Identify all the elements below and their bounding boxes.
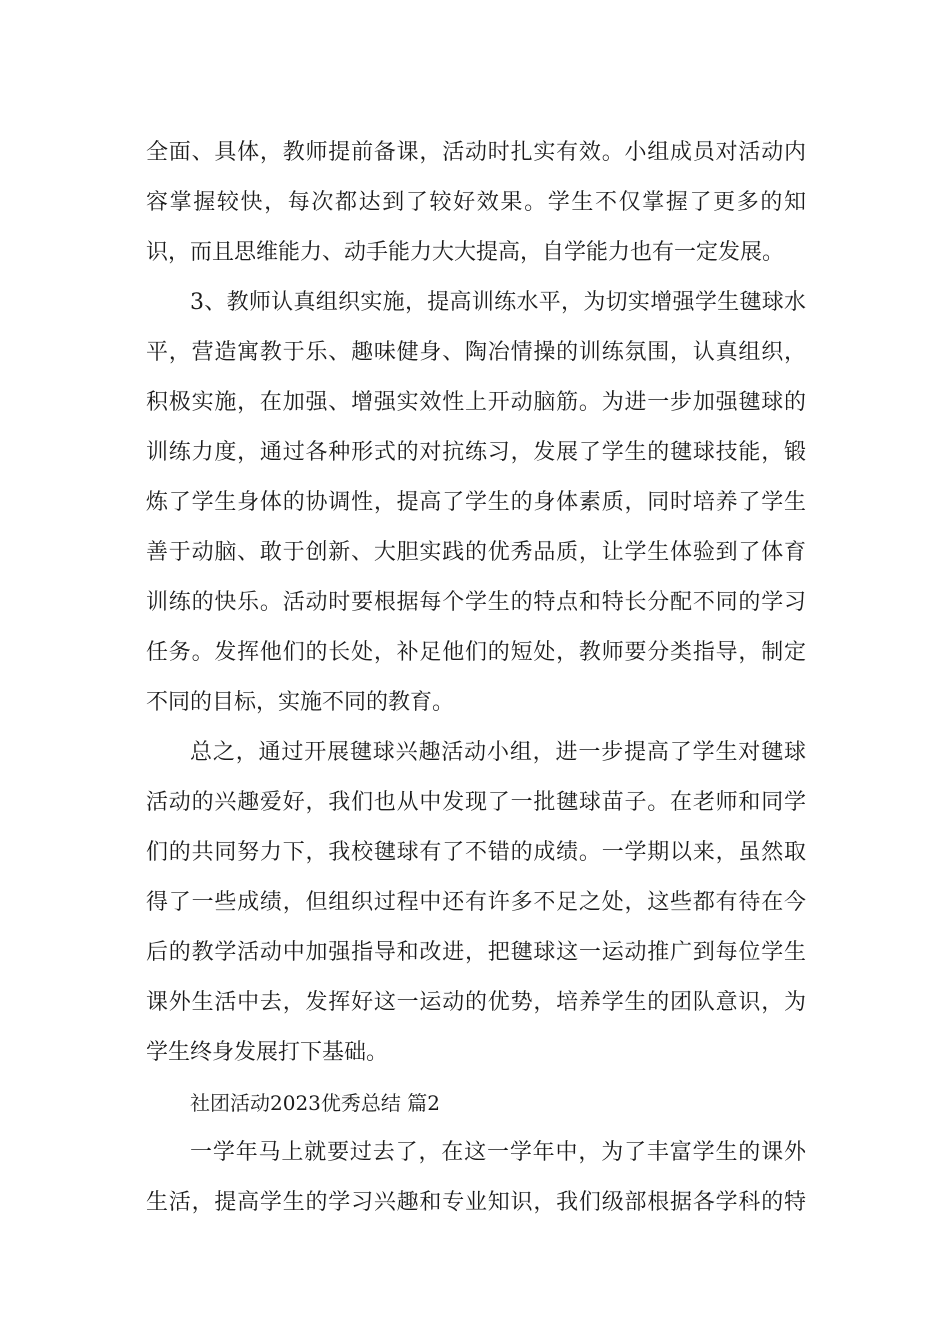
text-line: 训练的快乐。活动时要根据每个学生的特点和特长分配不同的学习 bbox=[146, 590, 806, 615]
section-heading: 社团活动2023优秀总结 篇2 bbox=[190, 1091, 440, 1115]
paragraph-2 bbox=[146, 278, 806, 728]
text-line: 活动的兴趣爱好，我们也从中发现了一批毽球苗子。在老师和同学 bbox=[146, 790, 806, 815]
text-line: 平，营造寓教于乐、趣味健身、陶冶情操的训练氛围，认真组织， bbox=[146, 340, 806, 365]
paragraph-4 bbox=[146, 1128, 806, 1228]
text-line: 课外生活中去，发挥好这一运动的优势，培养学生的团队意识，为 bbox=[146, 990, 806, 1015]
text-line: 生活，提高学生的学习兴趣和专业知识，我们级部根据各学科的特 bbox=[146, 1190, 806, 1215]
text-line: 后的教学活动中加强指导和改进，把毽球这一运动推广到每位学生 bbox=[146, 940, 806, 965]
text-line: 不同的目标，实施不同的教育。 bbox=[146, 690, 455, 715]
text-line: 训练力度，通过各种形式的对抗练习，发展了学生的毽球技能，锻 bbox=[146, 440, 806, 465]
text-line: 们的共同努力下，我校毽球有了不错的成绩。一学期以来，虽然取 bbox=[146, 840, 806, 865]
text-line: 容掌握较快，每次都达到了较好效果。学生不仅掌握了更多的知 bbox=[146, 190, 806, 215]
text-line: 积极实施，在加强、增强实效性上开动脑筋。为进一步加强毽球的 bbox=[146, 390, 806, 415]
text-line: 3、教师认真组织实施，提高训练水平，为切实增强学生毽球水 bbox=[190, 290, 806, 315]
text-line: 识，而且思维能力、动手能力大大提高，自学能力也有一定发展。 bbox=[146, 240, 785, 265]
text-line: 炼了学生身体的协调性，提高了学生的身体素质，同时培养了学生 bbox=[146, 490, 806, 515]
text-line: 善于动脑、敢于创新、大胆实践的优秀品质，让学生体验到了体育 bbox=[146, 540, 806, 565]
paragraph-1 bbox=[146, 128, 806, 278]
text-line: 总之，通过开展毽球兴趣活动小组，进一步提高了学生对毽球 bbox=[190, 740, 806, 765]
text-line: 全面、具体，教师提前备课，活动时扎实有效。小组成员对活动内 bbox=[146, 140, 806, 165]
text-line: 得了一些成绩，但组织过程中还有许多不足之处，这些都有待在今 bbox=[146, 890, 806, 915]
paragraph-3 bbox=[146, 728, 806, 1078]
text-line: 一学年马上就要过去了，在这一学年中，为了丰富学生的课外 bbox=[190, 1140, 806, 1165]
text-line: 学生终身发展打下基础。 bbox=[146, 1040, 389, 1065]
document-body bbox=[146, 128, 806, 1228]
text-line: 任务。发挥他们的长处，补足他们的短处，教师要分类指导，制定 bbox=[146, 640, 806, 665]
